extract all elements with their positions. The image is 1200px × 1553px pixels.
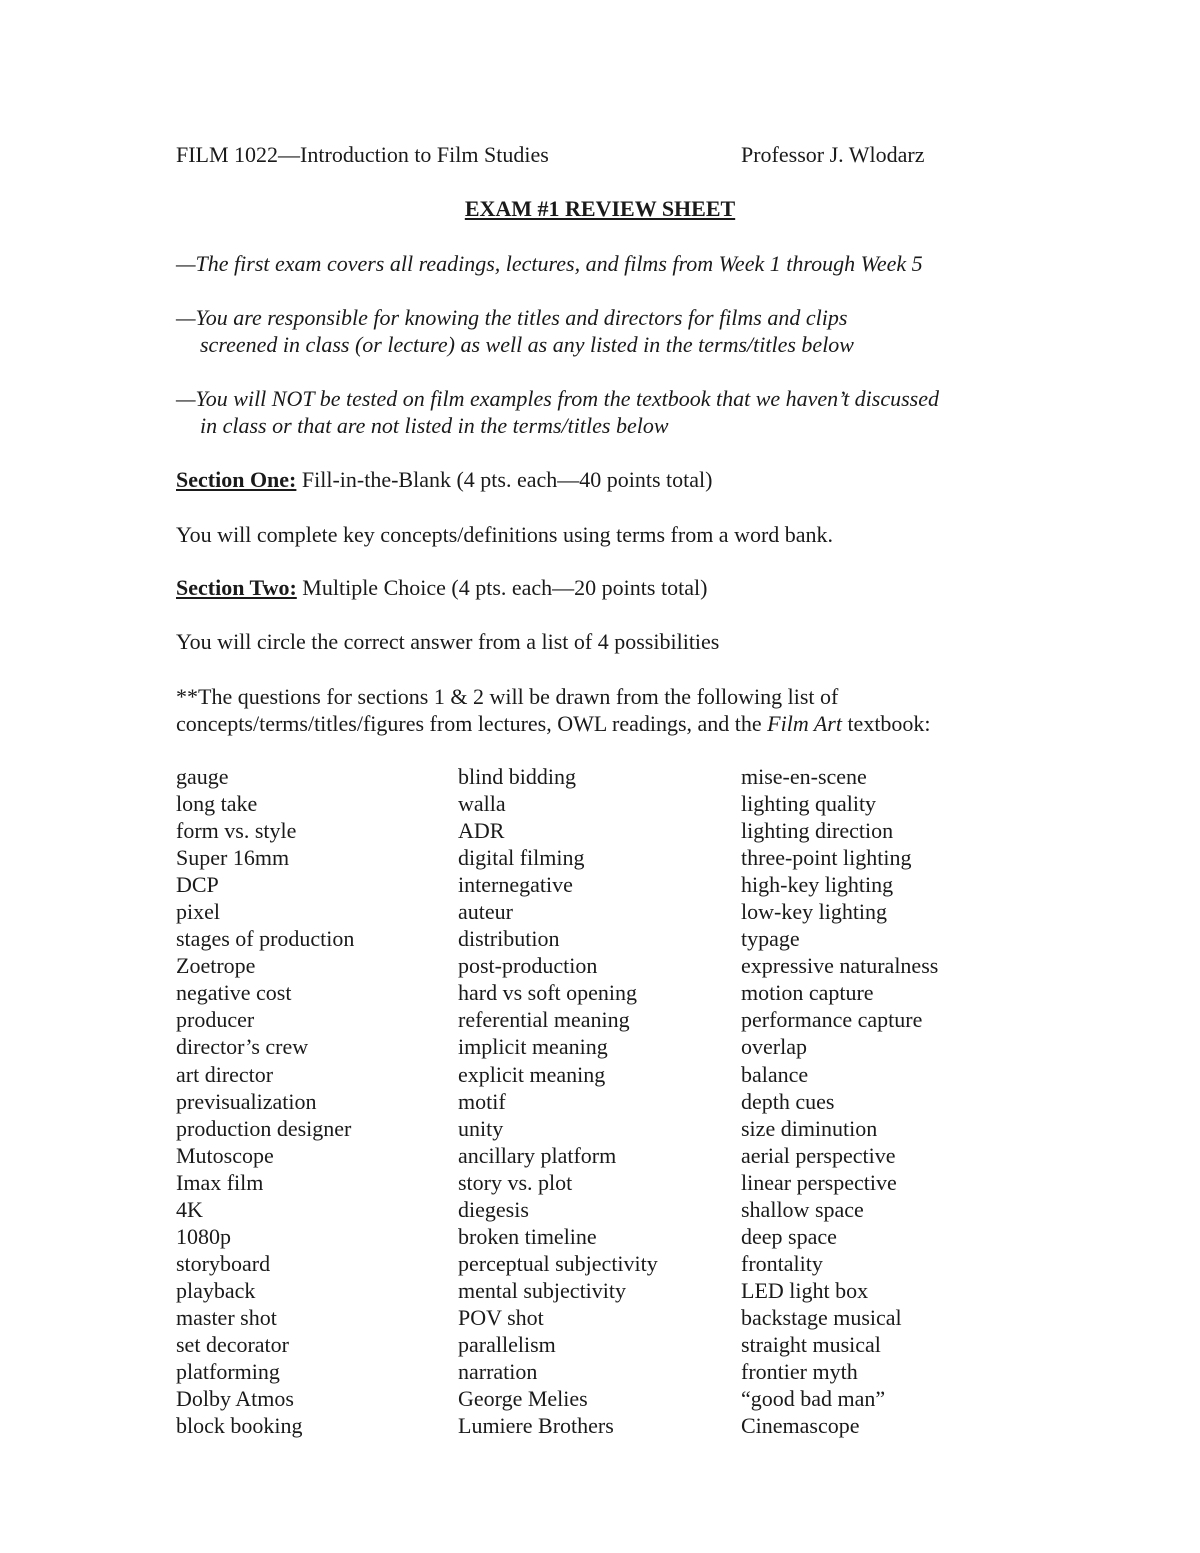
term-item: director’s crew	[176, 1034, 309, 1060]
page-title: EXAM #1 REVIEW SHEET	[464, 196, 736, 221]
term-item: ADR	[458, 818, 505, 844]
terms-column-2	[458, 763, 658, 1439]
note-line: —You will NOT be tested on film examples from the textbook that we haven’t discussed	[176, 386, 940, 411]
term-item: balance	[741, 1061, 809, 1087]
note-exam-coverage	[176, 250, 923, 277]
terms-intro-text: concepts/terms/titles/figures from lectures, OWL readings, and the	[176, 711, 768, 736]
note-titles-directors	[176, 304, 854, 358]
term-item: auteur	[458, 899, 513, 925]
note-line: —You are responsible for knowing the titles and directors for films and clips	[176, 305, 848, 330]
term-item: Lumiere Brothers	[458, 1413, 614, 1439]
term-item: low-key lighting	[741, 899, 888, 925]
section-two-description: Multiple Choice (4 pts. each—20 points total)	[296, 575, 708, 600]
term-item: referential meaning	[458, 1007, 630, 1033]
term-item: form vs. style	[176, 818, 297, 844]
term-item: “good bad man”	[741, 1386, 886, 1412]
note-line: —The first exam covers all readings, lectures, and films from Week 1 through Week 5	[176, 251, 923, 276]
textbook-title: Film Art	[767, 711, 842, 736]
term-item: lighting direction	[741, 818, 894, 844]
terms-intro-line	[176, 710, 931, 737]
term-item: diegesis	[458, 1196, 529, 1222]
section-one-heading	[176, 466, 713, 493]
terms-intro	[176, 683, 931, 737]
term-item: Imax film	[176, 1169, 264, 1195]
term-item: platforming	[176, 1359, 280, 1385]
term-item: set decorator	[176, 1331, 289, 1357]
term-item: LED light box	[741, 1277, 869, 1303]
term-item: master shot	[176, 1304, 277, 1330]
note-line-continued: screened in class (or lecture) as well as any listed in the terms/titles below	[200, 332, 854, 357]
term-item: broken timeline	[458, 1223, 597, 1249]
term-item: 1080p	[176, 1223, 231, 1249]
term-item: performance capture	[741, 1007, 923, 1033]
section-two-instruction: You will circle the correct answer from a list of 4 possibilities	[176, 629, 720, 654]
term-item: negative cost	[176, 980, 292, 1006]
term-item: three-point lighting	[741, 845, 912, 871]
term-item: storyboard	[176, 1250, 271, 1276]
term-item: ancillary platform	[458, 1142, 617, 1168]
term-item: pixel	[176, 899, 220, 925]
terms-intro-line: **The questions for sections 1 & 2 will be drawn from the following list of	[176, 684, 839, 709]
term-item: Dolby Atmos	[176, 1386, 294, 1412]
term-item: mental subjectivity	[458, 1277, 627, 1303]
term-item: Cinemascope	[741, 1413, 860, 1439]
term-item: art director	[176, 1061, 274, 1087]
term-item: 4K	[176, 1196, 203, 1222]
term-item: Super 16mm	[176, 845, 290, 871]
term-item: aerial perspective	[741, 1142, 896, 1168]
term-item: digital filming	[458, 845, 585, 871]
term-item: mise-en-scene	[741, 764, 867, 789]
term-item: production designer	[176, 1115, 352, 1141]
term-item: parallelism	[458, 1331, 556, 1357]
term-item: Mutoscope	[176, 1142, 274, 1168]
terms-intro-text: textbook:	[841, 711, 931, 736]
course-title: FILM 1022—Introduction to Film Studies	[176, 142, 549, 167]
term-item: expressive naturalness	[741, 953, 939, 979]
section-one-description: Fill-in-the-Blank (4 pts. each—40 points total)	[296, 467, 713, 492]
section-one-label: Section One:	[176, 467, 297, 492]
section-two-heading	[176, 574, 707, 601]
term-item: frontier myth	[741, 1359, 858, 1385]
section-one-instruction: You will complete key concepts/definitions using terms from a word bank.	[176, 522, 834, 547]
term-item: George Melies	[458, 1386, 588, 1412]
term-item: shallow space	[741, 1196, 864, 1222]
term-item: block booking	[176, 1413, 303, 1439]
note-line-continued: in class or that are not listed in the terms/titles below	[200, 413, 669, 438]
term-item: long take	[176, 791, 258, 817]
document-header	[176, 141, 1006, 168]
term-item: depth cues	[741, 1088, 835, 1114]
term-item: motion capture	[741, 980, 874, 1006]
term-item: unity	[458, 1115, 504, 1141]
term-item: gauge	[176, 764, 229, 789]
term-item: previsualization	[176, 1088, 317, 1114]
note-not-tested	[176, 385, 939, 439]
terms-column-1	[176, 763, 354, 1439]
section-two-label: Section Two:	[176, 575, 297, 600]
term-item: backstage musical	[741, 1304, 902, 1330]
term-item: walla	[458, 791, 506, 817]
term-item: perceptual subjectivity	[458, 1250, 658, 1276]
term-item: motif	[458, 1088, 506, 1114]
term-item: DCP	[176, 872, 219, 898]
term-item: playback	[176, 1277, 256, 1303]
term-item: linear perspective	[741, 1169, 897, 1195]
professor-name: Professor J. Wlodarz	[741, 142, 925, 167]
term-item: stages of production	[176, 926, 355, 952]
term-item: lighting quality	[741, 791, 877, 817]
term-item: blind bidding	[458, 764, 576, 789]
term-item: typage	[741, 926, 800, 952]
terms-column-3	[741, 763, 938, 1439]
term-item: producer	[176, 1007, 255, 1033]
term-item: POV shot	[458, 1304, 544, 1330]
term-item: distribution	[458, 926, 560, 952]
term-item: internegative	[458, 872, 573, 898]
term-item: narration	[458, 1359, 538, 1385]
term-item: size diminution	[741, 1115, 878, 1141]
term-item: story vs. plot	[458, 1169, 573, 1195]
term-item: explicit meaning	[458, 1061, 606, 1087]
term-item: frontality	[741, 1250, 823, 1276]
term-item: hard vs soft opening	[458, 980, 638, 1006]
term-item: deep space	[741, 1223, 837, 1249]
term-item: post-production	[458, 953, 598, 979]
term-item: overlap	[741, 1034, 807, 1060]
term-item: high-key lighting	[741, 872, 894, 898]
term-item: straight musical	[741, 1331, 881, 1357]
term-item: Zoetrope	[176, 953, 256, 979]
term-item: implicit meaning	[458, 1034, 608, 1060]
